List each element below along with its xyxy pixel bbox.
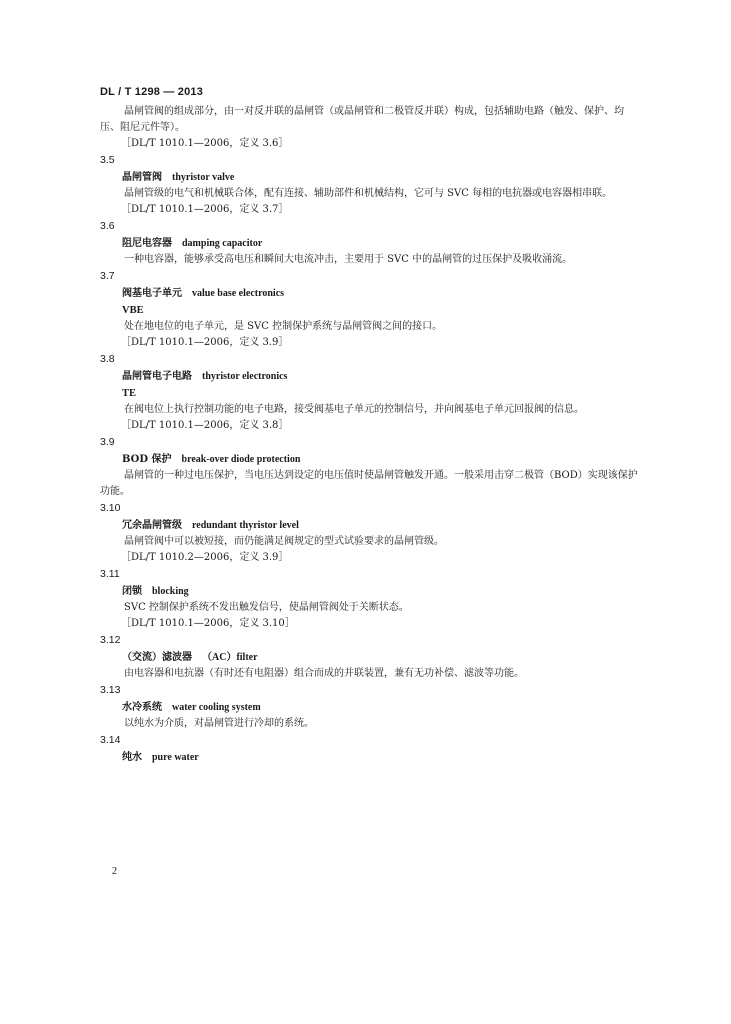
definition-body: SVC 控制保护系统不发出触发信号，使晶闸管阀处于关断状态。 [124,602,409,613]
term-abbreviation: VBE [122,305,144,316]
definitions-content [100,104,640,766]
page-number: 2 [112,866,117,877]
definition-entry [100,632,640,682]
definition-entry [100,218,640,268]
intro-body: 晶闸管阀的组成部分，由一对反并联的晶闸管（或晶闸管和二极管反并联）构成，包括辅助电路（触发、保护、均压、阻尼元件等）。 [100,106,624,133]
term-heading [100,169,640,186]
definition-entry [100,268,640,351]
clause-number: 3.13 [100,684,121,696]
term-english: value base electronics [192,288,285,299]
term-english: damping capacitor [182,238,263,249]
definition-body: 一种电容器，能够承受高电压和瞬间大电流冲击，主要用于 SVC 中的晶闸管的过压保护及吸收涌流。 [124,254,573,265]
term-heading [100,517,640,534]
definition-reference: ［DL/T 1010.2—2006，定义 3.9］ [121,552,289,563]
term-heading [100,368,640,385]
clause-number: 3.12 [100,634,121,646]
definition-entry [100,152,640,218]
term-english: （AC）filter [202,652,258,663]
term-chinese: 晶闸管阀 [122,172,162,183]
term-chinese: 阻尼电容器 [122,238,172,249]
definition-body: 晶闸管阀中可以被短接，而仍能满足阀规定的型式试验要求的晶闸管级。 [124,536,444,547]
definition-entry [100,351,640,434]
term-heading [100,699,640,716]
definition-reference: ［DL/T 1010.1—2006，定义 3.8］ [121,420,289,431]
definition-entry [100,566,640,632]
clause-number: 3.11 [100,568,120,580]
clause-number: 3.5 [100,154,115,166]
term-chinese: 闭锁 [122,586,142,597]
term-english: pure water [152,752,199,763]
term-english: thyristor electronics [202,371,288,382]
definition-body: 由电容器和电抗器（有时还有电阻器）组合而成的并联装置，兼有无功补偿、滤波等功能。 [124,668,524,679]
term-english: blocking [152,586,189,597]
clause-number: 3.14 [100,734,121,746]
clause-number: 3.6 [100,220,115,232]
definition-body: 处在地电位的电子单元，是 SVC 控制保护系统与晶闸管阀之间的接口。 [124,321,443,332]
term-english: thyristor valve [172,172,235,183]
term-english: redundant thyristor level [192,520,299,531]
definition-reference: ［DL/T 1010.1—2006，定义 3.9］ [121,337,289,348]
clause-number: 3.8 [100,353,115,365]
definition-body: 以纯水为介质，对晶闸管进行冷却的系统。 [124,718,314,729]
term-chinese: 冗余晶闸管级 [122,520,182,531]
clause-number: 3.9 [100,436,115,448]
clause-number: 3.7 [100,270,115,282]
term-chinese: 晶闸管电子电路 [122,371,192,382]
term-chinese: 纯水 [122,752,142,763]
definition-reference: ［DL/T 1010.1—2006，定义 3.10］ [121,618,295,629]
term-chinese: 水冷系统 [122,702,162,713]
term-abbreviation: TE [122,388,137,399]
definition-body: 晶闸管级的电气和机械联合体，配有连接、辅助部件和机械结构，它可与 SVC 每相的电抗器或电容器相串联。 [124,188,613,199]
term-chinese: 阀基电子单元 [122,288,182,299]
definition-entry [100,682,640,732]
definition-body: 晶闸管的一种过电压保护，当电压达到设定的电压值时使晶闸管触发开通。一般采用击穿二极管（BOD）实现该保护功能。 [100,470,638,497]
term-heading [100,649,640,666]
term-heading [100,451,640,468]
intro-reference: ［DL/T 1010.1—2006，定义 3.6］ [121,138,289,149]
term-chinese: BOD 保护 [122,454,172,465]
definition-entry [100,732,640,766]
term-chinese: （交流）滤波器 [122,652,192,663]
definition-body: 在阀电位上执行控制功能的电子电路，接受阀基电子单元的控制信号，并向阀基电子单元回报阀的信息。 [124,404,584,415]
term-heading [100,285,640,302]
definition-entry [100,434,640,500]
term-english: water cooling system [172,702,261,713]
term-heading [100,749,640,766]
definition-entry [100,500,640,566]
term-heading [100,235,640,252]
standard-header: DL / T 1298 — 2013 [100,86,204,98]
clause-number: 3.10 [100,502,121,514]
term-english: break-over diode protection [181,454,301,465]
term-heading [100,583,640,600]
definition-reference: ［DL/T 1010.1—2006，定义 3.7］ [121,204,289,215]
